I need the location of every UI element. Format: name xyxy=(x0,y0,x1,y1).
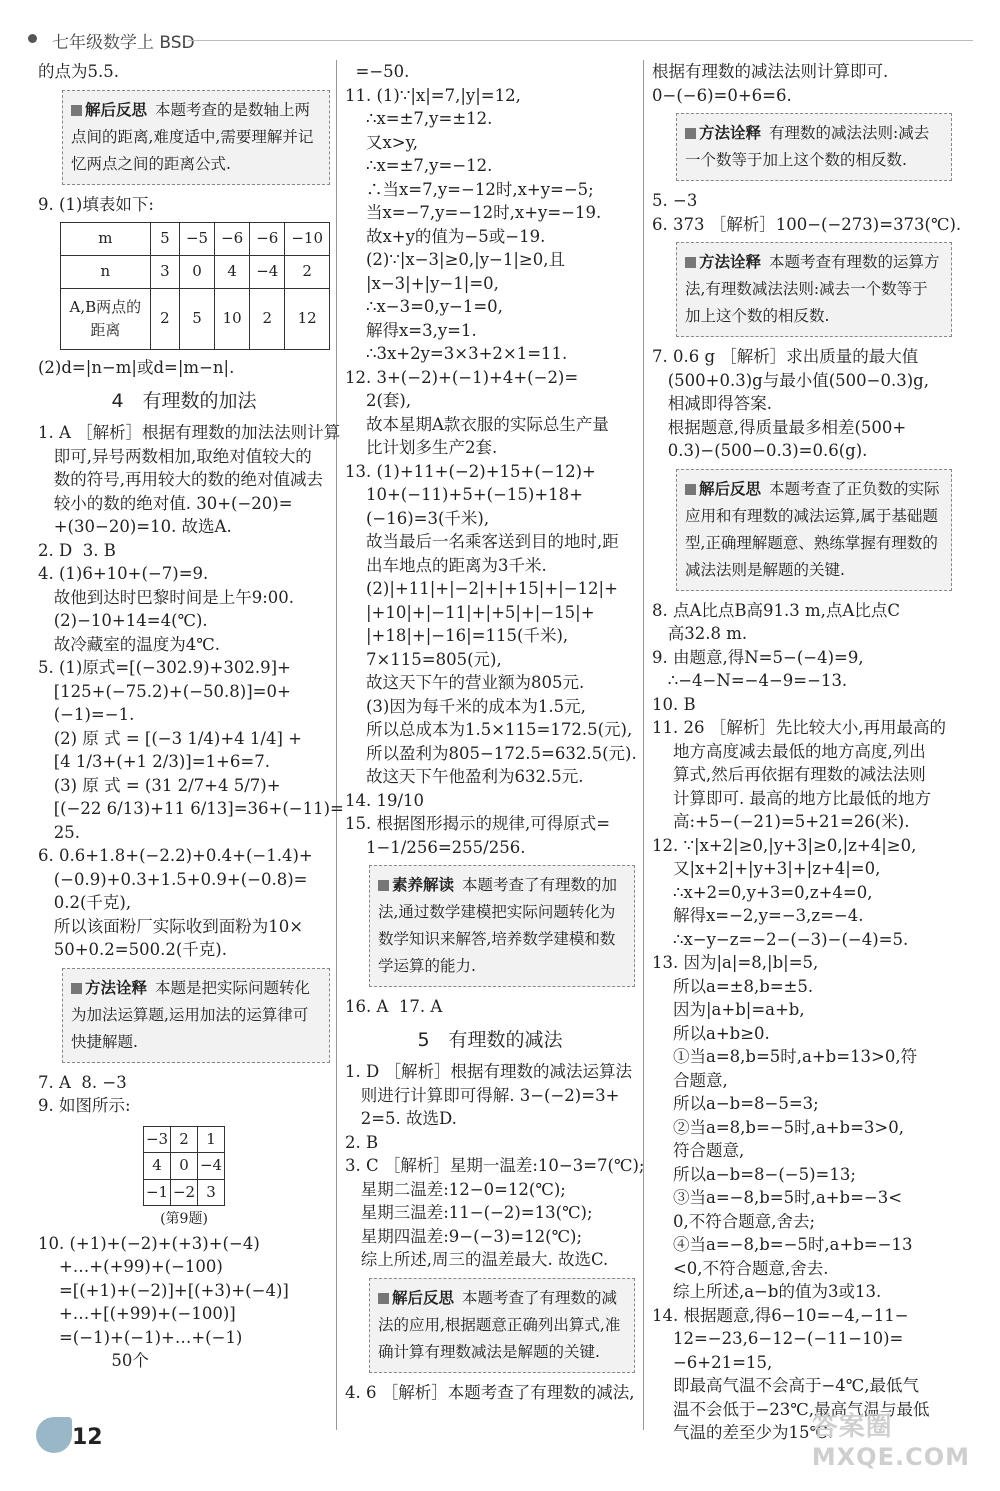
watermark-line: 答案圈 xyxy=(811,1412,893,1442)
text-line: <0,不符合题意,舍去. xyxy=(652,1258,829,1278)
text-line: [125+(−75.2)+(−50.8)]=0+ xyxy=(38,681,291,701)
note-text: 本题考查了正负数的实际应用和有理数的减法运算,属于基础题型,正确理解题意、熟练掌握有理数的减法法则是解题的关键. xyxy=(685,479,940,579)
text-line: (−0.9)+0.3+1.5+0.9+(−0.8)= xyxy=(38,869,308,889)
note-text: 有理数的减法法则:减去一个数等于加上这个数的相反数. xyxy=(685,124,930,169)
note-text: 本题考查了有理数的减法的应用,根据题意正确列出算式,准确计算有理数减法是解题的关键. xyxy=(378,1288,621,1361)
text-line: (2)−10+14=4(℃). xyxy=(38,611,208,630)
text-line: 的点为5.5. xyxy=(38,62,119,81)
text-line: |x−3|+|y−1|=0, xyxy=(345,273,499,293)
answer-lines xyxy=(652,60,952,107)
text-line: +…+[(+99)+(−100)] xyxy=(38,1304,236,1323)
text-line: 8. 点A比点B高91.3 m,点A比点C xyxy=(652,600,900,620)
text-line: +(30−20)=10. 故选A. xyxy=(38,517,232,536)
section-title: 5 有理数的减法 xyxy=(417,1028,563,1051)
text-line: 即可,异号两数相加,取绝对值较大的 xyxy=(38,446,312,466)
text-line: ∴x=±7,y=±12. xyxy=(345,109,493,128)
column-3 xyxy=(652,60,962,1442)
number-grid xyxy=(143,1126,225,1207)
text-line: (−1)=−1. xyxy=(38,705,135,724)
text-line: (500+0.3)g与最小值(500−0.3)g, xyxy=(652,370,929,390)
answer-lines xyxy=(345,1060,645,1272)
grid-row xyxy=(144,1153,225,1180)
answer-lines xyxy=(345,1381,635,1405)
text-line: 3. C ［解析］星期一温差:10−3=7(℃); xyxy=(345,1156,645,1175)
text-line: 25. xyxy=(38,822,80,842)
note-box xyxy=(369,865,635,987)
note-tag: 解后反思 xyxy=(699,479,762,498)
table-cell: 2 xyxy=(150,289,179,350)
text-line: 所以该面粉厂实际收到面粉为10× xyxy=(38,916,304,936)
note-marker-icon xyxy=(685,484,696,495)
text-line: 故本星期A款衣服的实际总生产量 xyxy=(345,414,609,434)
note-tag: 方法诠释 xyxy=(85,978,148,997)
text-line: (3)因为每千米的成本为1.5元, xyxy=(345,696,586,716)
text-line: 故当最后一名乘客送到目的地时,距 xyxy=(345,532,619,551)
table-cell: A,B两点的距离 xyxy=(61,289,151,350)
text-line: 综上所述,a−b的值为3或13. xyxy=(652,1282,882,1301)
text-line: 12. ∵|x+2|≥0,|y+3|≥0,|z+4|≥0, xyxy=(652,835,917,855)
text-line: |+10|+|−11|+|+5|+|−15|+ xyxy=(345,602,595,622)
note-box xyxy=(676,469,952,591)
table-cell: −6 xyxy=(215,223,250,256)
text-line: 星期四温差:9−(−3)=12(℃); xyxy=(345,1226,583,1246)
text-line: 50+0.2=500.2(千克). xyxy=(38,940,227,959)
grid-cell: 3 xyxy=(198,1179,225,1206)
text-line: 9. 如图所示: xyxy=(38,1096,131,1115)
note-tag: 解后反思 xyxy=(392,1288,455,1307)
table-cell: 4 xyxy=(215,256,250,289)
text-line: 故这天下午的营业额为805元. xyxy=(345,673,585,692)
text-line: +…+(+99)+(−100) xyxy=(38,1257,223,1276)
text-line: 故这天下午他盈利为632.5元. xyxy=(345,767,584,786)
text-line: 12. 3+(−2)+(−1)+4+(−2)= xyxy=(345,367,579,387)
dolphin-logo-icon xyxy=(36,1417,72,1453)
bullet-icon xyxy=(28,34,37,43)
text-line: (2) 原 式 = [(−3 1/4)+4 1/4] + xyxy=(38,728,302,748)
text-line: 10. (+1)+(−2)+(+3)+(−4) xyxy=(38,1233,260,1253)
text-line: 因为|a+b|=a+b, xyxy=(652,1000,805,1019)
text-line: (2)|+11|+|−2|+|+15|+|−12|+ xyxy=(345,579,618,598)
table-row xyxy=(61,256,330,289)
text-line: 比计划多生产2套. xyxy=(345,438,498,457)
note-box xyxy=(369,1278,635,1373)
text-line: 出车地点的距离为3千米. xyxy=(345,555,547,575)
text-line: (3) 原 式 = (31 2/7+4 5/7)+ xyxy=(38,775,281,795)
text-line: 14. 19/10 xyxy=(345,790,425,810)
text-line: 地方高度减去最低的地方高度,列出 xyxy=(652,741,926,761)
note-box xyxy=(62,90,330,185)
text-line: 0,不符合题意,舍去; xyxy=(652,1211,816,1231)
text-line: 又x>y, xyxy=(345,132,418,152)
text-line: 即最高气温不会高于−4℃,最低气 xyxy=(652,1376,920,1395)
text-line: 根据有理数的减法法则计算即可. xyxy=(652,62,889,81)
note-marker-icon xyxy=(685,257,696,268)
text-line: ②当a=8,b=−5时,a+b=3>0, xyxy=(652,1117,904,1137)
note-text: 本题考查有理数的运算方法,有理数减法法则:减去一个数等于加上这个数的相反数. xyxy=(685,253,940,325)
text-line: 2. D 3. B xyxy=(38,540,116,560)
text-line: 综上所述,周三的温差最大. 故选C. xyxy=(345,1250,609,1269)
watermark-line: MXQE.COM xyxy=(811,1443,970,1471)
table-cell: 10 xyxy=(215,289,250,350)
text-line: ∴x−3=0,y−1=0, xyxy=(345,297,503,316)
answer-lines xyxy=(38,1232,330,1373)
note-text: 本题是把实际问题转化为加法运算题,运用加法的运算律可快捷解题. xyxy=(71,978,311,1051)
text-line: =[(+1)+(−2)]+[(+3)+(−4)] xyxy=(38,1280,289,1300)
figure-caption: (第9题) xyxy=(160,1211,208,1227)
grid-cell: −4 xyxy=(198,1153,225,1180)
text-line: 5. (1)原式=[(−302.9)+302.9]+ xyxy=(38,658,291,677)
table-cell: 5 xyxy=(179,289,214,350)
note-marker-icon xyxy=(378,1293,389,1304)
answer-table xyxy=(60,222,330,350)
table-cell: −6 xyxy=(250,223,285,256)
text-line: 6. 0.6+1.8+(−2.2)+0.4+(−1.4)+ xyxy=(38,846,313,865)
grid-cell: −1 xyxy=(144,1179,171,1206)
text-line: 7×115=805(元), xyxy=(345,649,502,669)
text-line: 15. 根据图形揭示的规律,可得原式= xyxy=(345,814,611,833)
page-header xyxy=(28,26,973,52)
column-2 xyxy=(345,60,645,1431)
page-number: 12 xyxy=(72,1425,103,1450)
note-marker-icon xyxy=(71,983,82,994)
grid-row xyxy=(144,1179,225,1206)
text-line: 4. 6 ［解析］本题考查了有理数的减法, xyxy=(345,1382,635,1402)
note-tag: 素养解读 xyxy=(392,876,455,894)
text-line: 0.3)−(500−0.3)=0.6(g). xyxy=(652,441,868,460)
text-line: 所以a+b≥0. xyxy=(652,1023,770,1043)
text-line: ∴3x+2y=3×3+2×1=11. xyxy=(345,344,568,363)
text-line: 9. (1)填表如下: xyxy=(38,194,154,214)
text-line: ∴x+2=0,y+3=0,z+4=0, xyxy=(652,882,873,902)
column-divider xyxy=(643,60,644,1430)
text-line: 算式,然后再依据有理数的减法法则 xyxy=(652,765,926,784)
text-line: (2)d=|n−m|或d=|m−n|. xyxy=(38,358,235,377)
grid-cell: 2 xyxy=(171,1126,198,1153)
text-line: 12=−23,6−12−(−11−10)= xyxy=(652,1329,904,1348)
text-line: 0−(−6)=0+6=6. xyxy=(652,85,792,105)
text-line: 10+(−11)+5+(−15)+18+ xyxy=(345,485,583,504)
text-line: 14. 根据题意,得6−10=−4,−11− xyxy=(652,1305,909,1325)
text-line: 解得x=3,y=1. xyxy=(345,320,477,340)
text-line: 高32.8 m. xyxy=(652,624,748,643)
text-line: 所以盈利为805−172.5=632.5(元). xyxy=(345,743,637,763)
table-row xyxy=(61,289,330,350)
text-line: 4. (1)6+10+(−7)=9. xyxy=(38,564,209,583)
text-line: 1. A ［解析］根据有理数的加法法则计算 xyxy=(38,423,341,442)
text-line: =−50. xyxy=(345,62,410,81)
answer-lines xyxy=(652,189,962,236)
text-line: 解得x=−2,y=−3,z=−4. xyxy=(652,906,864,925)
text-line: 7. A 8. −3 xyxy=(38,1072,127,1092)
text-line: (−16)=3(千米), xyxy=(345,508,490,528)
section-title: 4 有理数的加法 xyxy=(111,389,257,412)
answer-lines xyxy=(38,1071,330,1118)
text-line: 1−1/256=255/256. xyxy=(345,837,526,857)
text-line: 相减即得答案. xyxy=(652,394,772,413)
text-line: 气温的差至少为15℃. xyxy=(652,1423,834,1442)
text-line: 16. A 17. A xyxy=(345,997,443,1016)
grid-cell: −3 xyxy=(144,1126,171,1153)
column-divider xyxy=(336,60,337,1430)
text-line: 故他到达时巴黎时间是上午9:00. xyxy=(38,587,295,607)
note-tag: 解后反思 xyxy=(85,100,148,119)
answer-lines xyxy=(345,995,635,1019)
text-line: 合题意, xyxy=(652,1070,728,1090)
text-line: |+18|+|−16|=115(千米), xyxy=(345,626,569,645)
grid-cell: 1 xyxy=(198,1126,225,1153)
header-rule xyxy=(188,40,973,41)
page-footer xyxy=(36,1417,116,1463)
text-line: ①当a=8,b=5时,a+b=13>0,符 xyxy=(652,1047,918,1066)
text-line: 1. D ［解析］根据有理数的减法运算法 xyxy=(345,1062,632,1081)
text-line: 50个 xyxy=(38,1351,149,1370)
text-line: ∴x−y−z=−2−(−3)−(−4)=5. xyxy=(652,929,909,949)
text-line: 故冷藏室的温度为4℃. xyxy=(38,634,220,654)
grid-cell: 0 xyxy=(171,1153,198,1180)
note-box xyxy=(676,242,952,337)
text-line: 星期三温差:11−(−2)=13(℃); xyxy=(345,1203,593,1222)
text-line: 当x=−7,y=−12时,x+y=−19. xyxy=(345,203,602,222)
table-cell: 5 xyxy=(150,223,179,256)
grid-row xyxy=(144,1126,225,1153)
text-line: 所以总成本为1.5×115=172.5(元), xyxy=(345,720,633,739)
text-line: ④当a=−8,b=−5时,a+b=−13 xyxy=(652,1235,913,1254)
text-line: 9. 由题意,得N=5−(−4)=9, xyxy=(652,647,864,667)
table-cell: −4 xyxy=(250,256,285,289)
text-line: 高:+5−(−21)=5+21=26(米). xyxy=(652,812,910,831)
table-cell: 2 xyxy=(285,256,330,289)
table-cell: 12 xyxy=(285,289,330,350)
note-text: 本题考查的是数轴上两点间的距离,难度适中,需要理解并记忆两点之间的距离公式. xyxy=(71,100,314,173)
column-1 xyxy=(38,60,344,1431)
text-line: 温不会低于−23℃,最高气温与最低 xyxy=(652,1399,930,1419)
text-line: 又|x+2|+|y+3|+|z+4|=0, xyxy=(652,859,881,878)
answer-lines xyxy=(652,345,952,463)
text-line: 根据题意,得质量最多相差(500+ xyxy=(652,417,907,437)
text-line: [(−22 6/13)+11 6/13]=36+(−11)= xyxy=(38,799,344,818)
watermark xyxy=(812,1406,970,1471)
table-cell: −5 xyxy=(179,223,214,256)
text-line: 较小的数的绝对值. 30+(−20)= xyxy=(38,493,293,513)
note-text: 本题考查了有理数的加法,通过数学建模把实际问题转化为数学知识来解答,培养数学建模和数学运算的能力. xyxy=(378,876,618,975)
text-line: 13. (1)+11+(−2)+15+(−12)+ xyxy=(345,461,596,481)
text-line: 2=5. 故选D. xyxy=(345,1109,457,1128)
table-cell: n xyxy=(61,256,151,289)
text-line: ∴−4−N=−4−9=−13. xyxy=(652,671,848,690)
text-line: 2. B xyxy=(345,1132,379,1152)
text-line: 星期二温差:12−0=12(℃); xyxy=(345,1179,566,1199)
note-box xyxy=(62,968,330,1063)
text-line: [4 1/3+(+1 2/3)]=1+6=7. xyxy=(38,752,270,771)
text-line: =(−1)+(−1)+…+(−1) xyxy=(38,1327,243,1347)
answer-lines xyxy=(652,599,952,1445)
grid-cell: 4 xyxy=(144,1153,171,1180)
table-cell: 2 xyxy=(250,289,285,350)
text-line: 故x+y的值为−5或−19. xyxy=(345,226,546,246)
note-marker-icon xyxy=(71,105,82,116)
text-line: 11. (1)∵|x|=7,|y|=12, xyxy=(345,85,521,105)
text-line: 10. B xyxy=(652,694,696,714)
note-tag: 方法诠释 xyxy=(699,253,762,271)
table-row xyxy=(61,223,330,256)
text-line: 所以a−b=8−5=3; xyxy=(652,1094,819,1113)
text-line: ∴x=±7,y=−12. xyxy=(345,156,493,175)
text-line: 计算即可. 最高的地方比最低的地方 xyxy=(652,788,931,808)
text-line: 7. 0.6 g ［解析］求出质量的最大值 xyxy=(652,347,919,366)
text-line: 所以a−b=8−(−5)=13; xyxy=(652,1164,856,1184)
text-line: ∴当x=7,y=−12时,x+y=−5; xyxy=(345,179,594,199)
table-cell: 3 xyxy=(150,256,179,289)
text-line: 0.2(千克), xyxy=(38,893,132,912)
note-marker-icon xyxy=(685,128,696,139)
table-cell: −10 xyxy=(285,223,330,256)
text-line: 11. 26 ［解析］先比较大小,再用最高的 xyxy=(652,718,946,737)
text-line: 则进行计算即可得解. 3−(−2)=3+ xyxy=(345,1085,620,1105)
text-line: 数的符号,再用较大的数的绝对值减去 xyxy=(38,470,323,489)
note-box xyxy=(676,113,952,181)
text-line: (2)∵|x−3|≥0,|y−1|≥0,且 xyxy=(345,250,565,269)
header-title: 七年级数学上 BSD xyxy=(52,33,195,53)
text-line: 所以a=±8,b=±5. xyxy=(652,976,814,996)
text-line: 符合题意, xyxy=(652,1141,745,1160)
text-line: ③当a=−8,b=5时,a+b=−3< xyxy=(652,1188,903,1207)
table-cell: 0 xyxy=(179,256,214,289)
table-cell: m xyxy=(61,223,151,256)
text-line: 5. −3 xyxy=(652,191,698,210)
text-line: −6+21=15, xyxy=(652,1352,773,1372)
answer-lines xyxy=(345,60,635,859)
grid-cell: −2 xyxy=(171,1179,198,1206)
note-tag: 方法诠释 xyxy=(699,124,762,142)
text-line: 2(套), xyxy=(345,391,412,410)
text-line: 13. 因为|a|=8,|b|=5, xyxy=(652,953,819,972)
note-marker-icon xyxy=(378,880,389,891)
answer-lines xyxy=(38,421,344,962)
text-line: 6. 373 ［解析］100−(−273)=373(℃). xyxy=(652,214,962,234)
